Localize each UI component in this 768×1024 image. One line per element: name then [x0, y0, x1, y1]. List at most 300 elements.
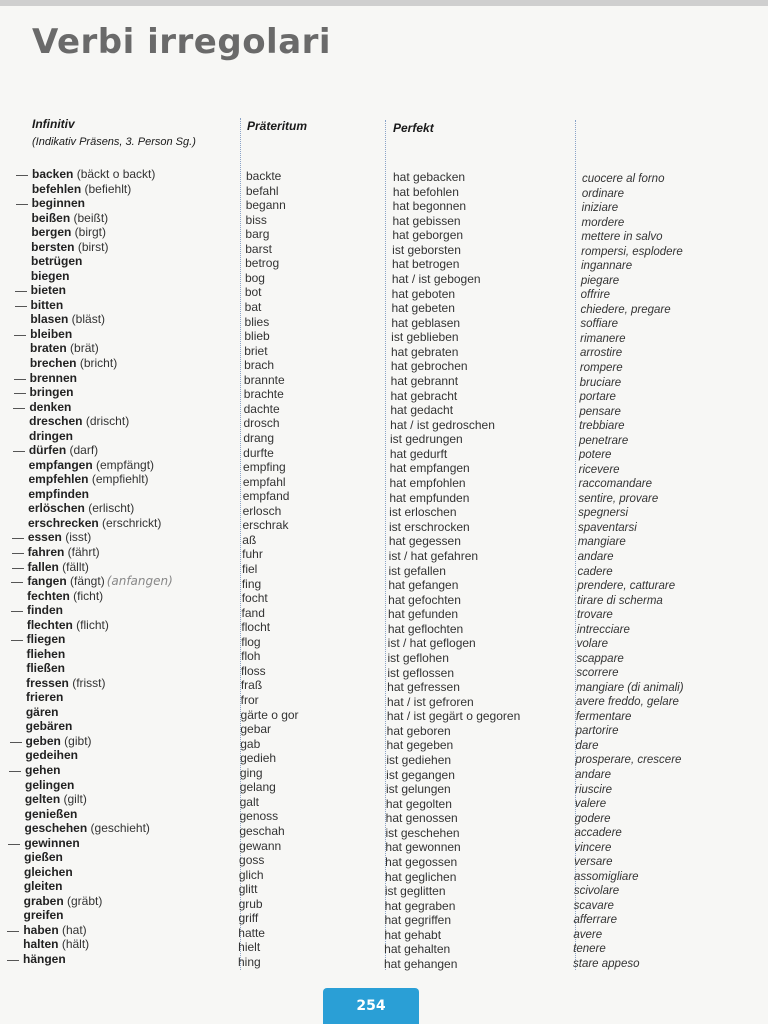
table-cell-praeteritum: gärte o gor — [240, 707, 299, 722]
table-cell-perfekt: hat / ist gefroren — [387, 694, 474, 709]
table-cell-perfekt: ist gediehen — [386, 752, 452, 767]
present-form: (ficht) — [69, 588, 104, 603]
table-cell-praeteritum: empfand — [242, 489, 290, 504]
table-cell-italiano: stare appeso — [573, 958, 640, 970]
infinitive: fangen — [27, 574, 67, 589]
present-form: (hält) — [58, 937, 90, 952]
table-cell-italiano: spegnersi — [578, 507, 629, 520]
infinitive: dürfen — [28, 443, 67, 458]
table-row — [28, 501, 134, 515]
hand-mark — [7, 931, 19, 932]
infinitive: brechen — [29, 355, 77, 370]
table-cell-perfekt: hat / ist gebogen — [391, 272, 481, 287]
table-cell-perfekt: hat gebrannt — [390, 374, 459, 389]
hand-mark — [11, 611, 23, 612]
table-cell-italiano: andare — [575, 769, 611, 782]
infinitive: flechten — [26, 617, 73, 632]
table-row — [30, 356, 117, 370]
hand-mark — [8, 844, 20, 845]
hand-mark — [13, 408, 25, 409]
table-cell-praeteritum: erlosch — [242, 503, 282, 518]
table-cell-italiano: iniziare — [581, 202, 619, 215]
table-cell-italiano: prendere, catturare — [577, 580, 676, 593]
table-row — [28, 487, 89, 501]
hand-mark — [16, 204, 28, 205]
infinitive: fließen — [26, 661, 65, 676]
present-form: (befiehlt) — [81, 181, 132, 196]
table-cell-perfekt: ist erloschen — [389, 505, 457, 520]
table-row — [31, 269, 70, 283]
table-cell-italiano: penetrare — [579, 434, 629, 447]
present-form: (bläst) — [68, 312, 106, 327]
table-cell-praeteritum: begann — [245, 198, 286, 213]
table-row — [30, 312, 105, 326]
hand-mark — [16, 175, 28, 176]
hand-mark — [14, 379, 26, 380]
infinitive: denken — [29, 399, 72, 414]
table-row — [27, 618, 109, 632]
table-row — [31, 283, 66, 297]
table-cell-perfekt: hat gehabt — [384, 927, 442, 942]
table-cell-perfekt: ist gedrungen — [390, 432, 463, 447]
infinitive: dreschen — [29, 414, 83, 429]
table-cell-praeteritum: floss — [240, 663, 266, 678]
table-row — [26, 690, 63, 704]
table-cell-italiano: mettere in salvo — [581, 231, 663, 244]
table-cell-praeteritum: barg — [245, 227, 270, 242]
table-row — [29, 458, 154, 472]
table-row — [28, 516, 161, 530]
table-cell-italiano: rimanere — [580, 332, 626, 345]
present-form: (gräbt) — [63, 893, 103, 908]
table-row — [27, 589, 103, 603]
present-form: (empfiehlt) — [88, 472, 149, 487]
table-cell-perfekt: hat gehalten — [384, 942, 451, 957]
header-praeteritum: Präteritum — [247, 119, 308, 133]
table-cell-perfekt: hat gebeten — [391, 301, 455, 316]
infinitive: biegen — [30, 268, 70, 283]
infinitive: genießen — [24, 806, 78, 821]
infinitive: erlöschen — [28, 501, 85, 516]
table-cell-praeteritum: barst — [245, 241, 272, 256]
hand-mark — [10, 742, 22, 743]
infinitive: gleiten — [23, 879, 63, 894]
table-cell-praeteritum: glich — [238, 867, 264, 882]
table-cell-perfekt: hat / ist gegärt o gegoren — [386, 709, 521, 724]
table-cell-italiano: trovare — [577, 609, 613, 622]
table-cell-perfekt: hat betrogen — [392, 257, 460, 272]
present-form: (gibt) — [60, 733, 92, 748]
table-cell-perfekt: hat gegessen — [388, 534, 461, 549]
present-form: (gilt) — [60, 792, 87, 807]
table-cell-perfekt: ist geschehen — [385, 825, 460, 840]
table-cell-italiano: accadere — [574, 827, 622, 840]
table-cell-perfekt: hat gehangen — [384, 957, 458, 971]
infinitive: geben — [25, 733, 61, 748]
table-cell-italiano: mangiare — [577, 536, 626, 549]
table-cell-praeteritum: backte — [246, 169, 282, 183]
infinitive: braten — [30, 341, 67, 356]
table-cell-italiano: ricevere — [578, 463, 620, 476]
table-cell-italiano: ingannare — [581, 260, 633, 273]
header-infinitiv-sub: (Indikativ Präsens, 3. Person Sg.) — [32, 136, 196, 148]
table-cell-praeteritum: focht — [241, 591, 268, 606]
infinitive: gedeihen — [25, 748, 79, 763]
table-cell-perfekt: ist geglitten — [384, 884, 446, 899]
table-row — [30, 341, 99, 355]
table-cell-praeteritum: geschah — [239, 824, 285, 838]
table-cell-praeteritum: grub — [238, 896, 263, 911]
table-cell-italiano: andare — [577, 550, 614, 563]
table-row — [25, 792, 87, 806]
table-cell-praeteritum: empfahl — [242, 474, 286, 489]
table-cell-italiano: cuocere al forno — [582, 173, 665, 185]
table-row — [32, 167, 155, 181]
table-cell-perfekt: ist / hat gefahren — [388, 548, 479, 563]
infinitive: finden — [27, 603, 63, 618]
table-row — [26, 661, 65, 675]
table-cell-perfekt: ist / hat geflogen — [387, 636, 476, 651]
present-form: (brät) — [66, 341, 99, 356]
present-form: (erschrickt) — [98, 515, 162, 530]
infinitive: fressen — [26, 675, 69, 690]
infinitive: greifen — [23, 908, 64, 923]
table-cell-perfekt: ist erschrocken — [389, 519, 470, 534]
table-cell-perfekt: hat genossen — [385, 811, 458, 826]
present-form: (flicht) — [72, 617, 109, 632]
table-cell-praeteritum: gab — [240, 736, 261, 751]
table-cell-perfekt: hat gefunden — [388, 607, 459, 622]
table-cell-perfekt: hat gegossen — [385, 854, 458, 869]
table-row — [25, 748, 78, 762]
table-row — [27, 647, 66, 661]
table-row — [23, 937, 89, 951]
table-cell-praeteritum: hatte — [238, 925, 265, 940]
table-cell-perfekt: hat geboten — [391, 286, 456, 301]
present-form: (bäckt o backt) — [73, 167, 156, 181]
present-form: (erlischt) — [84, 501, 135, 516]
table-row — [28, 560, 89, 574]
page-number-label: 254 — [356, 998, 386, 1014]
infinitive: bieten — [30, 283, 66, 298]
table-row — [26, 734, 92, 748]
infinitive: bersten — [31, 239, 75, 254]
table-cell-perfekt: ist geflohen — [387, 650, 449, 665]
table-row — [27, 632, 66, 646]
present-form: (birgt) — [71, 225, 107, 240]
table-cell-italiano: arrostire — [580, 347, 623, 360]
table-row — [28, 545, 100, 559]
infinitive: befehlen — [31, 181, 82, 196]
table-cell-italiano: tenere — [573, 943, 606, 956]
table-cell-italiano: raccomandare — [578, 478, 653, 491]
table-cell-italiano: mordere — [581, 216, 625, 229]
infinitive: hängen — [23, 952, 66, 966]
table-cell-italiano: afferrare — [573, 914, 617, 927]
table-cell-praeteritum: galt — [239, 794, 259, 809]
table-cell-italiano: scorrere — [576, 667, 619, 680]
infinitive: gehen — [25, 763, 61, 778]
hand-mark — [14, 393, 26, 394]
infinitive: blasen — [30, 312, 69, 327]
table-cell-praeteritum: brach — [244, 358, 275, 373]
table-cell-perfekt: hat gebissen — [392, 213, 461, 228]
table-cell-italiano: scavare — [573, 899, 614, 912]
table-cell-italiano: portare — [579, 391, 616, 404]
infinitive: halten — [23, 937, 59, 952]
table-cell-perfekt: hat geborgen — [392, 228, 464, 243]
table-row — [24, 908, 64, 922]
table-cell-italiano: spaventarsi — [578, 521, 637, 534]
table-cell-praeteritum: blieb — [244, 329, 270, 344]
infinitive: geschehen — [24, 821, 88, 836]
table-cell-italiano: rompersi, esplodere — [581, 245, 683, 258]
table-row — [31, 254, 82, 268]
infinitive: bleiben — [30, 326, 73, 341]
table-cell-praeteritum: glitt — [238, 882, 258, 897]
table-cell-italiano: avere — [573, 928, 603, 941]
table-cell-perfekt: hat gefangen — [388, 578, 459, 593]
infinitive: gebären — [25, 719, 73, 734]
hand-mark — [9, 771, 21, 772]
table-cell-perfekt: hat empfunden — [389, 490, 470, 505]
table-cell-italiano: potere — [578, 449, 612, 462]
table-row — [24, 865, 73, 879]
header-perfekt: Perfekt — [393, 121, 434, 135]
infinitive: fliehen — [26, 646, 66, 661]
table-row — [24, 879, 63, 893]
infinitive: bergen — [31, 225, 72, 240]
present-form: (beißt) — [70, 210, 109, 225]
table-cell-praeteritum: betrog — [245, 256, 280, 271]
table-cell-praeteritum: flocht — [241, 620, 271, 635]
table-cell-praeteritum: hielt — [238, 940, 261, 955]
infinitive: bitten — [30, 297, 64, 312]
table-row — [25, 821, 150, 835]
infinitive: empfinden — [28, 486, 89, 501]
table-row — [24, 836, 79, 850]
table-cell-perfekt: hat geflochten — [387, 621, 464, 636]
infinitive: empfehlen — [28, 472, 89, 487]
table-cell-italiano: prosperare, crescere — [575, 754, 682, 767]
table-cell-italiano: cadere — [577, 565, 613, 578]
table-row — [26, 719, 73, 733]
hand-mark — [12, 568, 24, 569]
table-cell-praeteritum: empfing — [243, 460, 286, 475]
table-row — [26, 705, 59, 719]
table-row — [23, 923, 86, 937]
table-row — [24, 894, 103, 908]
table-cell-perfekt: hat gebrochen — [390, 359, 468, 374]
table-cell-perfekt: hat gefochten — [388, 592, 461, 607]
table-cell-italiano: sentire, provare — [578, 492, 659, 505]
hand-mark — [11, 582, 23, 583]
table-cell-praeteritum: gebar — [240, 722, 272, 737]
table-cell-perfekt: hat gegraben — [384, 898, 456, 913]
table-cell-perfekt: hat geboren — [386, 723, 451, 738]
table-row — [25, 778, 74, 792]
infinitive: haben — [23, 922, 59, 937]
table-cell-italiano: offrire — [580, 289, 611, 302]
table-cell-perfekt: hat gebraten — [391, 344, 459, 359]
table-cell-italiano: soffiare — [580, 318, 619, 331]
table-cell-italiano: pensare — [579, 405, 621, 418]
table-row — [30, 327, 72, 341]
table-cell-praeteritum: drang — [243, 431, 275, 445]
table-cell-italiano: volare — [576, 638, 608, 651]
table-cell-praeteritum: bot — [244, 285, 262, 300]
table-cell-perfekt: hat gewonnen — [385, 840, 461, 855]
table-row — [25, 763, 60, 777]
hand-mark — [12, 553, 24, 554]
table-cell-italiano: partorire — [575, 725, 619, 738]
table-cell-praeteritum: genoss — [239, 809, 279, 824]
table-row — [29, 400, 71, 414]
table-cell-italiano: piegare — [580, 274, 620, 287]
page-number — [323, 988, 419, 1024]
table-row — [28, 530, 91, 544]
table-row — [30, 371, 77, 385]
table-cell-praeteritum: fuhr — [242, 547, 263, 562]
table-cell-italiano: tirare di scherma — [577, 594, 663, 607]
table-row — [32, 211, 109, 225]
present-form: (drischt) — [82, 414, 130, 429]
table-cell-italiano: versare — [574, 856, 613, 869]
infinitive: graben — [23, 893, 64, 908]
handwritten-note: (anfangen) — [106, 574, 173, 589]
infinitive: dringen — [29, 428, 73, 443]
table-cell-praeteritum: brachte — [243, 387, 284, 402]
table-cell-perfekt: ist gegangen — [386, 767, 455, 782]
present-form: (empfängt) — [92, 457, 155, 472]
table-cell-italiano: scivolare — [573, 885, 620, 898]
table-row — [29, 472, 149, 486]
infinitive: fahren — [27, 544, 65, 559]
table-cell-praeteritum: briet — [244, 343, 268, 358]
table-cell-italiano: trebbiare — [579, 420, 625, 433]
infinitive: fliegen — [26, 632, 66, 647]
table-cell-praeteritum: bat — [244, 300, 262, 314]
table-cell-praeteritum: erschrak — [242, 518, 289, 533]
table-row — [31, 240, 108, 254]
table-cell-perfekt: hat gegolten — [385, 796, 452, 811]
table-cell-perfekt: hat begonnen — [392, 199, 467, 214]
table-cell-praeteritum: goss — [239, 853, 265, 868]
table-cell-perfekt: hat gegeben — [386, 738, 454, 753]
table-cell-italiano: avere freddo, gelare — [576, 696, 679, 709]
table-cell-praeteritum: blies — [244, 314, 270, 329]
table-cell-perfekt: hat gebracht — [390, 388, 458, 403]
table-cell-praeteritum: fing — [241, 576, 262, 591]
infinitive: beißen — [31, 210, 71, 225]
table-cell-italiano: assomigliare — [574, 870, 639, 883]
table-cell-italiano: scappare — [576, 652, 624, 665]
infinitive: gewinnen — [24, 835, 80, 850]
table-cell-italiano: dare — [575, 739, 599, 752]
infinitive: gießen — [24, 850, 63, 865]
table-cell-perfekt: hat gegriffen — [384, 913, 451, 928]
table-cell-perfekt: hat geglichen — [385, 869, 457, 884]
table-cell-perfekt: hat / ist gedroschen — [390, 417, 495, 432]
table-row — [29, 429, 73, 443]
hand-mark — [7, 960, 19, 961]
hand-mark — [11, 640, 23, 641]
hand-mark — [15, 306, 27, 307]
table-cell-italiano: fermentare — [575, 710, 632, 723]
table-cell-perfekt: ist geblieben — [391, 330, 459, 345]
table-row — [27, 603, 63, 617]
table-row — [23, 952, 66, 966]
table-cell-italiano: godere — [574, 812, 611, 825]
present-form: (geschieht) — [87, 821, 150, 836]
infinitive: gelten — [24, 792, 61, 807]
infinitive: brennen — [29, 370, 77, 385]
table-cell-praeteritum: flog — [241, 634, 261, 649]
table-cell-praeteritum: bog — [244, 270, 265, 285]
present-form: (fällt) — [58, 559, 89, 574]
table-cell-italiano: ordinare — [581, 187, 625, 200]
table-cell-praeteritum: gelang — [239, 780, 276, 795]
table-cell-perfekt: hat befohlen — [392, 184, 459, 199]
infinitive: empfangen — [28, 457, 93, 472]
table-cell-praeteritum: dachte — [243, 401, 280, 416]
table-row — [31, 298, 64, 312]
table-row — [32, 182, 131, 196]
table-cell-perfekt: hat empfangen — [389, 461, 470, 476]
infinitive: essen — [27, 530, 62, 545]
header-infinitiv: Infinitiv — [32, 117, 75, 131]
table-cell-perfekt: ist geborsten — [392, 242, 461, 257]
table-cell-praeteritum: ging — [239, 765, 263, 780]
table-cell-italiano: mangiare (di animali) — [576, 681, 684, 694]
hand-mark — [12, 538, 24, 539]
table-cell-praeteritum: hing — [238, 955, 261, 969]
present-form: (bricht) — [76, 355, 118, 370]
table-cell-praeteritum: fror — [240, 693, 259, 707]
table-row — [27, 574, 172, 588]
table-cell-praeteritum: befahl — [245, 183, 279, 198]
table-cell-praeteritum: gedieh — [240, 751, 277, 766]
table-row — [29, 414, 129, 428]
table-cell-perfekt: ist geflossen — [387, 665, 455, 680]
table-cell-perfekt: hat gebacken — [393, 170, 466, 184]
present-form: (birst) — [74, 239, 109, 254]
table-cell-praeteritum: durfte — [243, 445, 274, 460]
table-cell-italiano: intrecciare — [576, 623, 630, 636]
present-form: (darf) — [66, 443, 99, 458]
table-cell-perfekt: hat gedacht — [390, 403, 454, 418]
table-row — [32, 196, 85, 210]
table-cell-praeteritum: griff — [238, 911, 259, 926]
table-cell-italiano: bruciare — [579, 376, 622, 389]
table-row — [24, 850, 63, 864]
present-form: (fängt) — [66, 574, 105, 589]
present-form: (hat) — [58, 922, 87, 937]
table-cell-praeteritum: gewann — [239, 838, 282, 853]
table-cell-italiano: chiedere, pregare — [580, 303, 671, 316]
table-cell-italiano: valere — [574, 798, 607, 811]
table-row — [26, 676, 105, 690]
table-cell-praeteritum: fiel — [242, 562, 258, 576]
table-cell-italiano: rompere — [579, 361, 623, 374]
infinitive: gelingen — [25, 777, 75, 792]
table-cell-praeteritum: fand — [241, 605, 265, 620]
table-row — [25, 807, 78, 821]
infinitive: erschrecken — [28, 515, 99, 530]
table-cell-praeteritum: floh — [241, 649, 261, 664]
table-row — [30, 385, 74, 399]
present-form: (frisst) — [68, 675, 106, 690]
